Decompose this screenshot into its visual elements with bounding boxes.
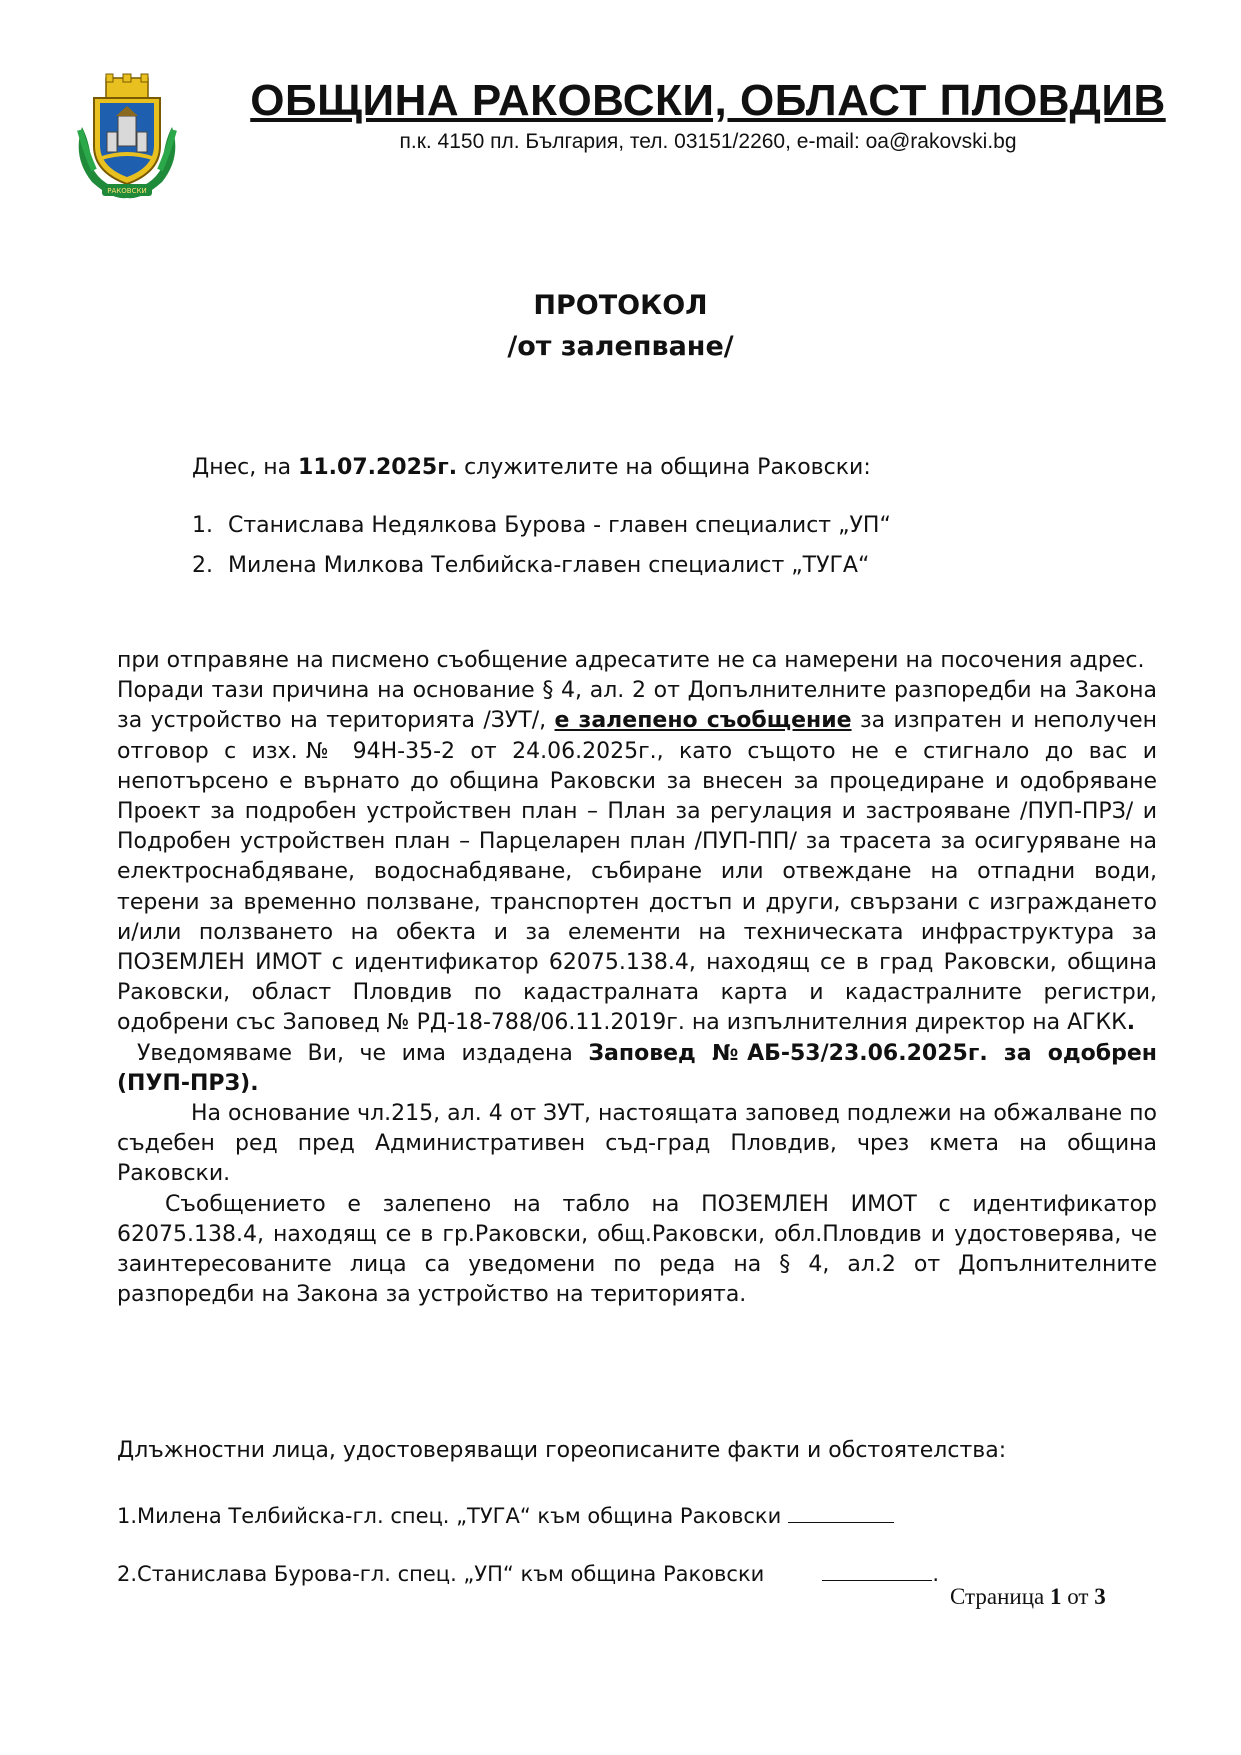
page-of: от <box>1061 1584 1095 1609</box>
municipal-crest-icon <box>72 72 182 202</box>
intro-date: 11.07.2025г. <box>298 455 458 480</box>
legal-basis-details: за изпратен и неполучен отговор с изх.№ 94Н-35-2 от 24.06.2025г., като същото не е стигнало до вас и непотърсено е върнато до община Раковски за внесен за процедиране и одобряване Проект за подробен устройствен план – План за регулация и застрояване /ПУП-ПРЗ/ и Подробен устройствен план – Парцеларен план /ПУП-ПП/ за трасета за осигуряване на електроснабдяване, водоснабдяване, събиране или отвеждане на отпадни води, терени за временно ползване, транспортен достъп и други, свързани с изграждането и/или ползването на обекта и за елементи на техническата инфраструктура за ПОЗЕМЛЕН ИМОТ с идентификатор 62075.138.4, находящ се в град Раковски, община Раковски, област Пловдив по кадастралната карта и кадастралните регистри, одобрени със Заповед № РД-18-788/06.11.2019г. на изпълнителния директор на АГКК <box>117 708 1157 1036</box>
header-title: ОБЩИНА РАКОВСКИ, ОБЛАСТ ПЛОВДИВ <box>250 76 1166 125</box>
paragraph-order-notice <box>117 1039 1157 1099</box>
list-item-text: Станислава Недялкова Бурова - главен специалист „УП“ <box>228 513 891 538</box>
intro-line <box>192 455 871 480</box>
list-item-number: 2. <box>192 553 213 578</box>
employee-list <box>192 513 891 593</box>
page-label: Страница <box>950 1584 1050 1609</box>
order-reference: Заповед №АБ-53/23.06.2025г. за одобрен (ПУП-ПРЗ). <box>117 1040 1157 1096</box>
signature-text: 2.Станислава Бурова-гл. спец. „УП“ към община Раковски <box>117 1562 805 1586</box>
officials-heading: Длъжностни лица, удостоверяващи гореописаните факти и обстоятелства: <box>117 1438 1007 1463</box>
crest-label: РАКОВСКИ <box>107 187 147 195</box>
paragraph-posting: Съобщението е залепено на табло на ПОЗЕМЛЕН ИМОТ с идентификатор 62075.138.4, находящ се в гр.Раковски, общ.Раковски, обл.Пловдив и удостоверява, че заинтересованите лица са уведомени по реда на § 4, ал.2 от Допълнителните разпоредби на Закона за устройство на територията. <box>117 1191 1157 1308</box>
signature-blank <box>822 1560 932 1581</box>
signature-line-1 <box>117 1502 894 1528</box>
list-item-text: Милена Милкова Телбийска-главен специалист „ТУГА“ <box>228 553 870 578</box>
paragraph-legal-basis <box>117 676 1157 1038</box>
header-contact: п.к. 4150 пл. България, тел. 03151/2260, e-mail: oa@rakovski.bg <box>399 130 1017 153</box>
list-item <box>192 553 891 593</box>
order-notice-text: Уведомяваме Ви, че има издадена <box>137 1040 589 1066</box>
posted-notice-emphasis: е залепено съобщение <box>554 708 852 734</box>
list-item <box>192 513 891 553</box>
paragraph-address-not-found: при отправяне на писмено съобщение адресатите не са намерени на посочения адрес. <box>117 648 1145 673</box>
signature-text: 1.Милена Телбийска-гл. спец. „ТУГА“ към община Раковски <box>117 1504 788 1528</box>
paragraph-appeal: На основание чл.215, ал. 4 от ЗУТ, настоящата заповед подлежи на обжалване по съдебен ред пред Административен съд-град Пловдив, чрез кмета на община Раковски. <box>117 1101 1157 1187</box>
legal-basis-end: . <box>1126 1010 1136 1036</box>
list-item-number: 1. <box>192 513 213 538</box>
signature-blank <box>788 1502 894 1523</box>
intro-pre: Днес, на <box>192 455 299 480</box>
page-current: 1 <box>1049 1584 1062 1609</box>
intro-post: служителите на община Раковски: <box>457 455 871 480</box>
page-number <box>950 1584 1106 1610</box>
document-subtitle: /от залепване/ <box>507 331 734 362</box>
legal-basis-text: Поради тази причина на основание § 4, ал. 2 от Допълнителните разпоредби на Закона за устройство на територията /ЗУТ/, <box>117 678 1157 734</box>
document-title: ПРОТОКОЛ <box>533 290 708 321</box>
document-body <box>117 646 1157 1310</box>
signature-line-2 <box>117 1560 939 1586</box>
page-total: 3 <box>1094 1584 1106 1609</box>
signature-suffix: . <box>932 1562 940 1586</box>
